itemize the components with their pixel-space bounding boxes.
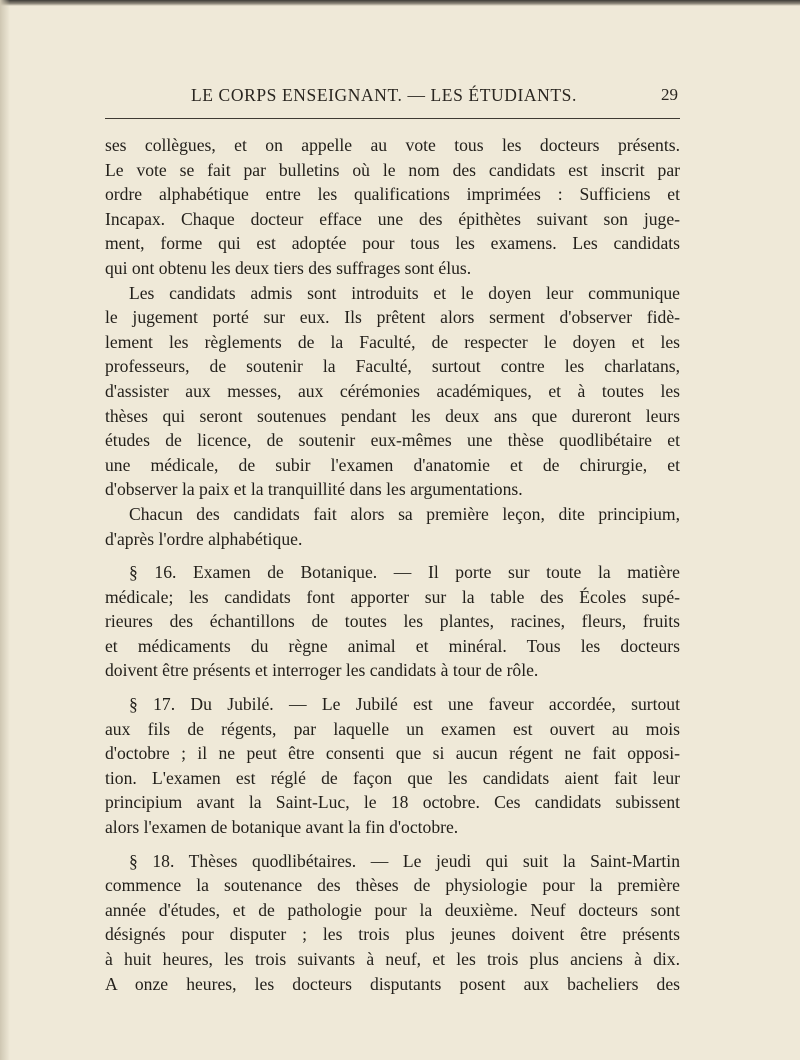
section-16-heading-line: § 16. Examen de Botanique. — Il porte sur toute la matière xyxy=(129,562,680,583)
text-line: année d'études, et de pathologie pour la deuxième. Neuf docteurs sont xyxy=(105,899,680,920)
text-line: ment, forme qui est adoptée pour tous les examens. Les candidats xyxy=(105,233,680,254)
text-line: alors l'examen de botanique avant la fin d'octobre. xyxy=(105,817,459,838)
text-line: Chacun des candidats fait alors sa première leçon, dite principium, xyxy=(129,503,680,524)
text-line: qui ont obtenu les deux tiers des suffrages sont élus. xyxy=(105,257,472,278)
running-head: LE CORPS ENSEIGNANT. — LES ÉTUDIANTS. xyxy=(191,85,577,105)
binding-shadow xyxy=(0,0,10,1060)
text-line: études de licence, de soutenir eux-mêmes une thèse quodlibétaire et xyxy=(105,430,680,451)
text-line: rieures des échantillons de toutes les plantes, racines, fleurs, fruits xyxy=(105,611,680,632)
text-line: et médicaments du règne animal et minéral. Tous les docteurs xyxy=(105,635,680,656)
text-line: ordre alphabétique entre les qualifications imprimées : Sufficiens et xyxy=(105,184,680,205)
text-line: thèses qui seront soutenues pendant les deux ans que dureront leurs xyxy=(105,405,680,426)
text-line: doivent être présents et interroger les candidats à tour de rôle. xyxy=(105,660,539,681)
text-line: lement les règlements de la Faculté, de respecter le doyen et les xyxy=(105,331,680,352)
section-17-heading-line: § 17. Du Jubilé. — Le Jubilé est une faveur accordée, surtout xyxy=(129,694,680,715)
text-line: tion. L'examen est réglé de façon que les candidats aient fait leur xyxy=(105,767,680,788)
text-line: ses collègues, et on appelle au vote tous les docteurs présents. xyxy=(105,135,680,155)
page-body xyxy=(105,133,680,996)
text-line: principium avant la Saint-Luc, le 18 octobre. Ces candidats subissent xyxy=(105,792,680,813)
page-header xyxy=(105,85,680,111)
text-line: Incapax. Chaque docteur efface une des épithètes suivant son juge- xyxy=(105,208,680,229)
text-line: à huit heures, les trois suivants à neuf, et les trois plus anciens à dix. xyxy=(105,949,680,969)
text-line: désignés pour disputer ; les trois plus jeunes doivent être présents xyxy=(105,924,680,945)
text-line: d'après l'ordre alphabétique. xyxy=(105,528,303,549)
text-line: commence la soutenance des thèses de physiologie pour la première xyxy=(105,875,680,896)
text-line: d'assister aux messes, aux cérémonies académiques, et à toutes les xyxy=(105,380,680,401)
page-top-edge xyxy=(0,0,800,6)
text-line: le jugement porté sur eux. Ils prêtent alors serment d'observer fidè- xyxy=(105,307,680,328)
text-line: A onze heures, les docteurs disputants posent aux bacheliers des xyxy=(105,973,680,994)
text-line: Le vote se fait par bulletins où le nom des candidats est inscrit par xyxy=(105,159,680,180)
text-line: professeurs, de soutenir la Faculté, surtout contre les charlatans, xyxy=(105,356,680,377)
header-rule xyxy=(105,118,680,119)
text-line: aux fils de régents, par laquelle un examen est ouvert au mois xyxy=(105,718,680,739)
section-18-heading-line: § 18. Thèses quodlibétaires. — Le jeudi qui suit la Saint-Martin xyxy=(129,850,680,871)
text-line: Les candidats admis sont introduits et le doyen leur communique xyxy=(129,282,680,303)
text-line: d'octobre ; il ne peut être consenti que si aucun régent ne fait opposi- xyxy=(105,743,680,764)
text-line: d'observer la paix et la tranquillité dans les argumentations. xyxy=(105,479,523,500)
page-number: 29 xyxy=(661,85,678,104)
text-line: une médicale, de subir l'examen d'anatomie et de chirurgie, et xyxy=(105,454,680,475)
text-line: médicale; les candidats font apporter sur la table des Écoles supé- xyxy=(105,586,680,607)
